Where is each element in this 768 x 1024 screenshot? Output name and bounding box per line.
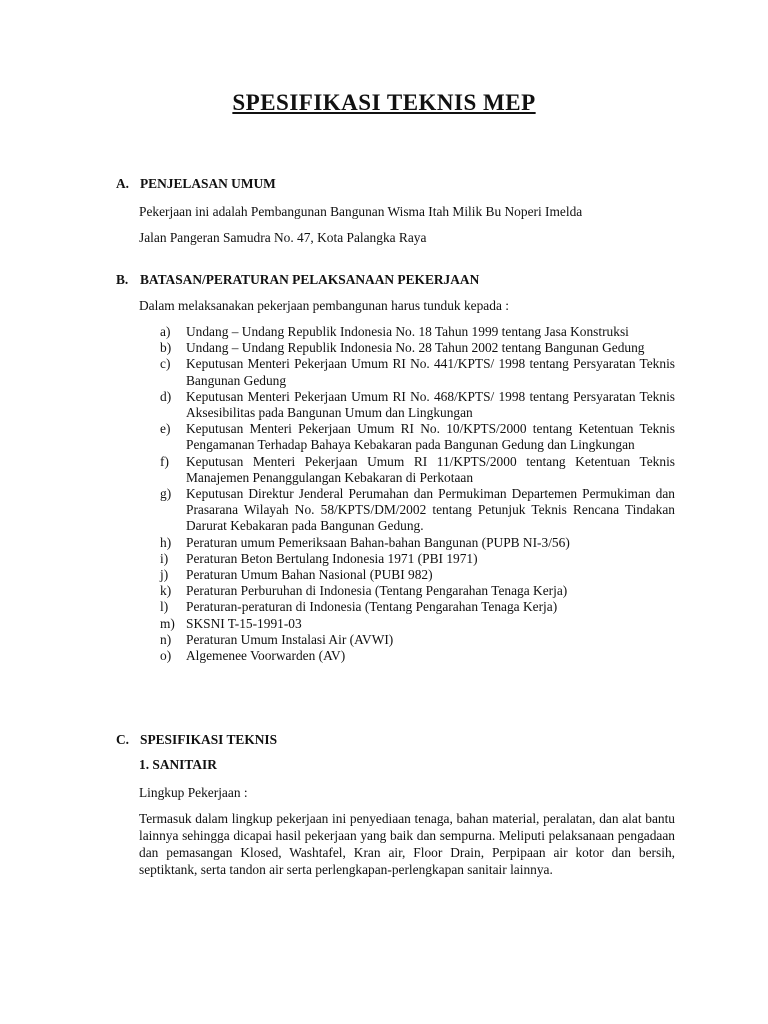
list-item-text: Undang – Undang Republik Indonesia No. 28 Tahun 2002 tentang Bangunan Gedung bbox=[186, 340, 645, 356]
list-item bbox=[160, 583, 675, 599]
list-marker: a) bbox=[160, 324, 171, 339]
list-item-text: Peraturan Umum Instalasi Air (AVWI) bbox=[186, 631, 394, 647]
list-item bbox=[160, 389, 675, 421]
list-item bbox=[160, 486, 675, 535]
list-marker: g) bbox=[160, 486, 172, 502]
list-marker: d) bbox=[160, 388, 172, 404]
list-item-text: Algemenee Voorwarden (AV) bbox=[186, 648, 346, 664]
list-item-text: Peraturan umum Pemeriksaan Bahan-bahan Bangunan (PUPB NI-3/56) bbox=[186, 534, 570, 550]
list-item bbox=[160, 421, 675, 453]
section-a-line-1: Pekerjaan ini adalah Pembangunan Bangunan Wisma Itah Milik Bu Noperi Imelda bbox=[139, 204, 583, 219]
list-item-text: Keputusan Direktur Jenderal Perumahan dan Permukiman Departemen Permukiman dan Prasarana Wilayah No. 58/KPTS/DM/2002 tentang Petunjuk Teknis Rencana Tindakan Darurat Kebakaran pada Bangunan Gedung. bbox=[186, 486, 675, 534]
list-item-text: Keputusan Menteri Pekerjaan Umum RI 11/KPTS/2000 tentang Ketentuan Teknis Manajemen Penanggulangan Kebakaran di Perkotaan bbox=[186, 453, 675, 485]
list-item bbox=[160, 648, 675, 664]
list-marker: j) bbox=[160, 567, 169, 583]
list-marker: n) bbox=[160, 631, 172, 647]
section-b-letter: B. bbox=[116, 272, 129, 287]
list-marker: i) bbox=[160, 550, 169, 566]
section-a-line-2: Jalan Pangeran Samudra No. 47, Kota Palangka Raya bbox=[139, 230, 427, 245]
list-item bbox=[160, 356, 675, 388]
section-b-title: BATASAN/PERATURAN PELAKSANAAN PEKERJAAN bbox=[140, 272, 480, 287]
list-item-text: Peraturan Beton Bertulang Indonesia 1971 (PBI 1971) bbox=[186, 550, 478, 566]
section-c-title: SPESIFIKASI TEKNIS bbox=[140, 732, 278, 747]
list-item bbox=[160, 535, 675, 551]
list-item-text: Keputusan Menteri Pekerjaan Umum RI No. 468/KPTS/ 1998 tentang Persyaratan Teknis Aksesibilitas pada Bangunan Umum dan Lingkungan bbox=[186, 388, 675, 421]
list-item bbox=[160, 632, 675, 648]
subsection-sanitair-heading: 1. SANITAIR bbox=[139, 757, 217, 772]
scope-paragraph: Termasuk dalam lingkup pekerjaan ini penyediaan tenaga, bahan material, peralatan, dan alat bantu lainnya sehingga dicapai hasil pekerjaan yang baik dan sempurna. Meliputi pelaksanaan pengadaan dan pemasangan Klosed, Washtafel, Kran air, Floor Drain, Perpipaan air kotor dan bersih, septiktank, serta tandon air serta perlengkapan-perlengkapan sanitair lainnya. bbox=[139, 811, 675, 877]
document-title: SPESIFIKASI TEKNIS MEP bbox=[232, 90, 536, 115]
list-marker: f) bbox=[160, 453, 169, 469]
list-marker: h) bbox=[160, 534, 172, 550]
section-b-heading bbox=[116, 272, 479, 288]
list-item bbox=[160, 324, 675, 340]
list-item-text: Peraturan-peraturan di Indonesia (Tentang Pengarahan Tenaga Kerja) bbox=[186, 599, 558, 615]
section-a-title: PENJELASAN UMUM bbox=[140, 176, 276, 191]
list-item bbox=[160, 551, 675, 567]
list-item-text: Keputusan Menteri Pekerjaan Umum RI No. 10/KPTS/2000 tentang Ketentuan Teknis Pengamanan Terhadap Bahaya Kebakaran pada Bangunan Gedung dan Lingkungan bbox=[186, 421, 675, 453]
section-b-intro: Dalam melaksanakan pekerjaan pembangunan harus tunduk kepada : bbox=[139, 298, 509, 313]
list-marker: k) bbox=[160, 583, 172, 599]
list-marker: o) bbox=[160, 648, 172, 664]
list-item-text: Keputusan Menteri Pekerjaan Umum RI No. 441/KPTS/ 1998 tentang Persyaratan Teknis Bangunan Gedung bbox=[186, 356, 675, 388]
list-item-text: Undang – Undang Republik Indonesia No. 18 Tahun 1999 tentang Jasa Konstruksi bbox=[186, 324, 629, 339]
list-item bbox=[160, 599, 675, 615]
list-marker: b) bbox=[160, 340, 172, 356]
list-item-text: Peraturan Perburuhan di Indonesia (Tentang Pengarahan Tenaga Kerja) bbox=[186, 583, 568, 599]
regulation-list bbox=[160, 324, 675, 664]
list-item-text: Peraturan Umum Bahan Nasional (PUBI 982) bbox=[186, 567, 433, 583]
list-item bbox=[160, 567, 675, 583]
list-item-text: SKSNI T-15-1991-03 bbox=[186, 615, 302, 631]
list-item bbox=[160, 340, 675, 356]
list-marker: e) bbox=[160, 421, 171, 437]
list-marker: c) bbox=[160, 356, 171, 372]
section-a-letter: A. bbox=[116, 176, 130, 191]
section-c-letter: C. bbox=[116, 732, 130, 747]
list-item bbox=[160, 616, 675, 632]
list-marker: m) bbox=[160, 615, 175, 631]
scope-label: Lingkup Pekerjaan : bbox=[139, 785, 248, 800]
list-item bbox=[160, 454, 675, 486]
section-a-heading bbox=[116, 176, 276, 192]
list-marker: l) bbox=[160, 599, 169, 615]
section-c-heading bbox=[116, 732, 277, 748]
